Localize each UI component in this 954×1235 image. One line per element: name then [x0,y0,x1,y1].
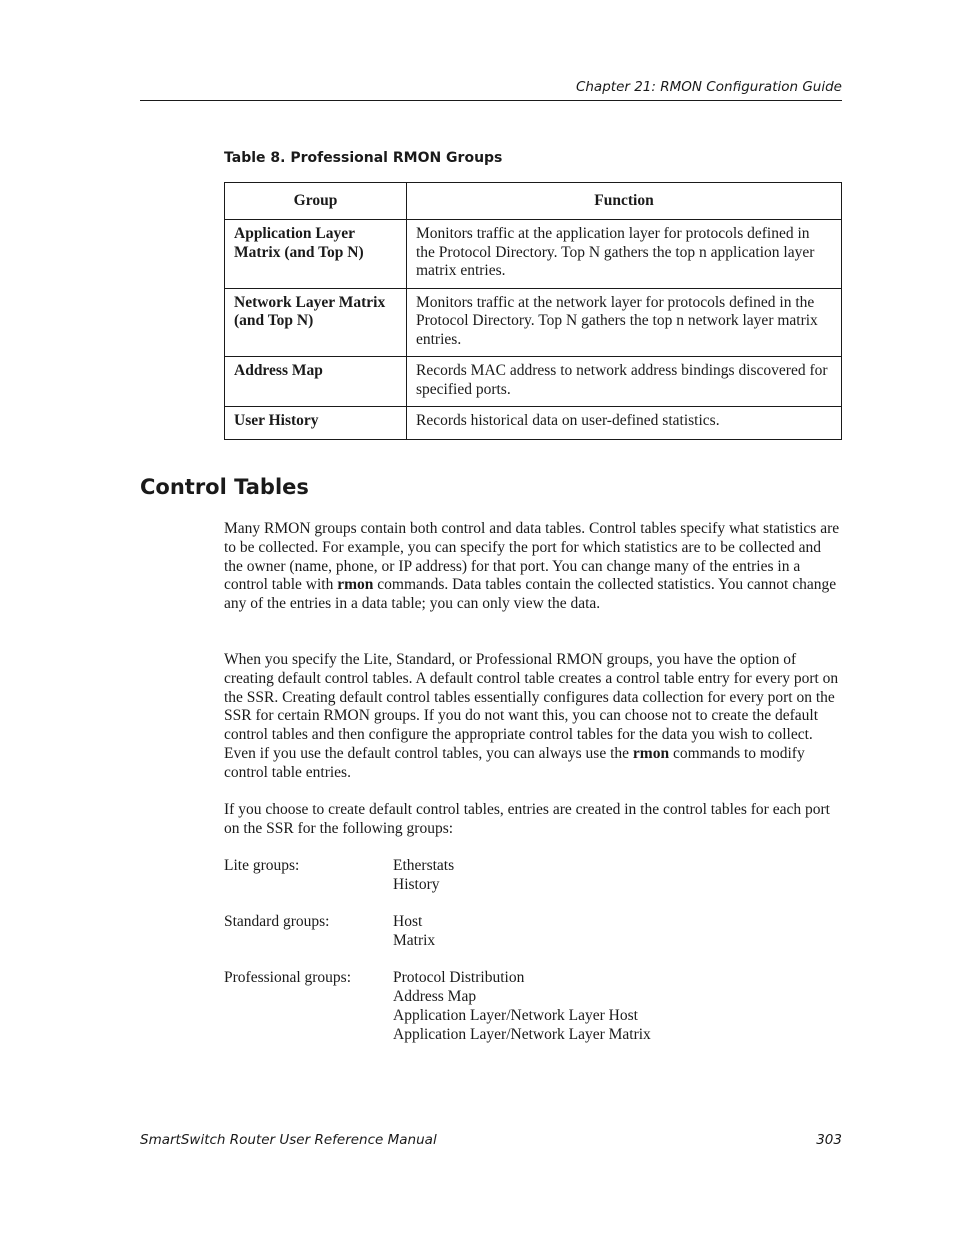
table-header-row [225,183,842,220]
group-item: Host [393,913,423,931]
group-list [224,857,842,1063]
group-item: Application Layer/Network Layer Host [393,1006,638,1024]
footer-manual-title: SmartSwitch Router User Reference Manual [140,1132,437,1148]
table-caption: Table 8. Professional RMON Groups [224,150,503,166]
function-cell: Monitors traffic at the network layer for protocols defined in the Protocol Directory. Top N gathers the top n network layer matrix entries. [407,288,842,357]
group-item: History [393,875,440,893]
section-heading: Control Tables [140,475,309,499]
function-cell: Monitors traffic at the application layer for protocols defined in the Protocol Directory. Top N gathers the top n application layer matrix entries. [407,220,842,289]
command-keyword: rmon [337,576,374,594]
group-items [393,969,651,1044]
table-row [225,220,842,289]
function-cell: Records MAC address to network address bindings discovered for specified ports. [407,357,842,407]
paragraph-default-tables [224,651,842,783]
table-row [225,407,842,440]
group-label: Professional groups: [224,969,352,987]
group-list-row [224,857,842,895]
group-list-row [224,913,842,951]
group-item: Application Layer/Network Layer Matrix [393,1025,651,1043]
group-list-row [224,969,842,1044]
running-header: Chapter 21: RMON Configuration Guide [575,79,842,95]
paragraph-control-tables [224,520,842,614]
command-keyword: rmon [632,744,670,762]
group-cell: Network Layer Matrix (and Top N) [225,288,407,357]
group-item: Address Map [393,988,477,1006]
column-header-group: Group [225,183,407,220]
group-label: Lite groups: [224,857,300,874]
function-cell: Records historical data on user-defined statistics. [407,407,842,440]
column-header-function: Function [407,183,842,220]
group-cell: Address Map [225,357,407,407]
paragraph-text: Many RMON groups contain both control and data tables. Control tables specify what statistics are to be collected. For example, you can specify the port for which statistics are to be collected and the owner (name, phone, or IP address) for that port. You can change many of the entries in a control table with [224,520,840,594]
paragraph-text: When you specify the Lite, Standard, or Professional RMON groups, you have the option of creating default control tables. A default control table creates a control table entry for every port on the SSR. Creating default control tables essentially configures data collection for every port on the SSR for certain RMON groups. If you do not want this, you can choose not to create the default control tables and then configure the appropriate control tables for the data you wish to collect. Even if you use the default control tables, you can always use the [224,651,839,762]
table-row [225,288,842,357]
group-item: Matrix [393,931,436,949]
rmon-groups-table [224,182,842,440]
group-items [393,913,435,951]
group-cell: Application Layer Matrix (and Top N) [225,220,407,289]
group-cell: User History [225,407,407,440]
paragraph-text: commands to modify control table entries. [224,744,805,781]
page-number: 303 [816,1132,842,1148]
table-row [225,357,842,407]
paragraph-groups-intro: If you choose to create default control tables, entries are created in the control tables for each port on the SSR for the following groups: [224,801,830,837]
group-item: Protocol Distribution [393,969,525,987]
header-rule [140,100,842,101]
group-items [393,857,454,895]
group-item: Etherstats [393,857,455,874]
group-label: Standard groups: [224,913,330,931]
paragraph-text: commands. Data tables contain the collected statistics. You cannot change any of the entries in a data table; you can only view the data. [224,576,837,613]
